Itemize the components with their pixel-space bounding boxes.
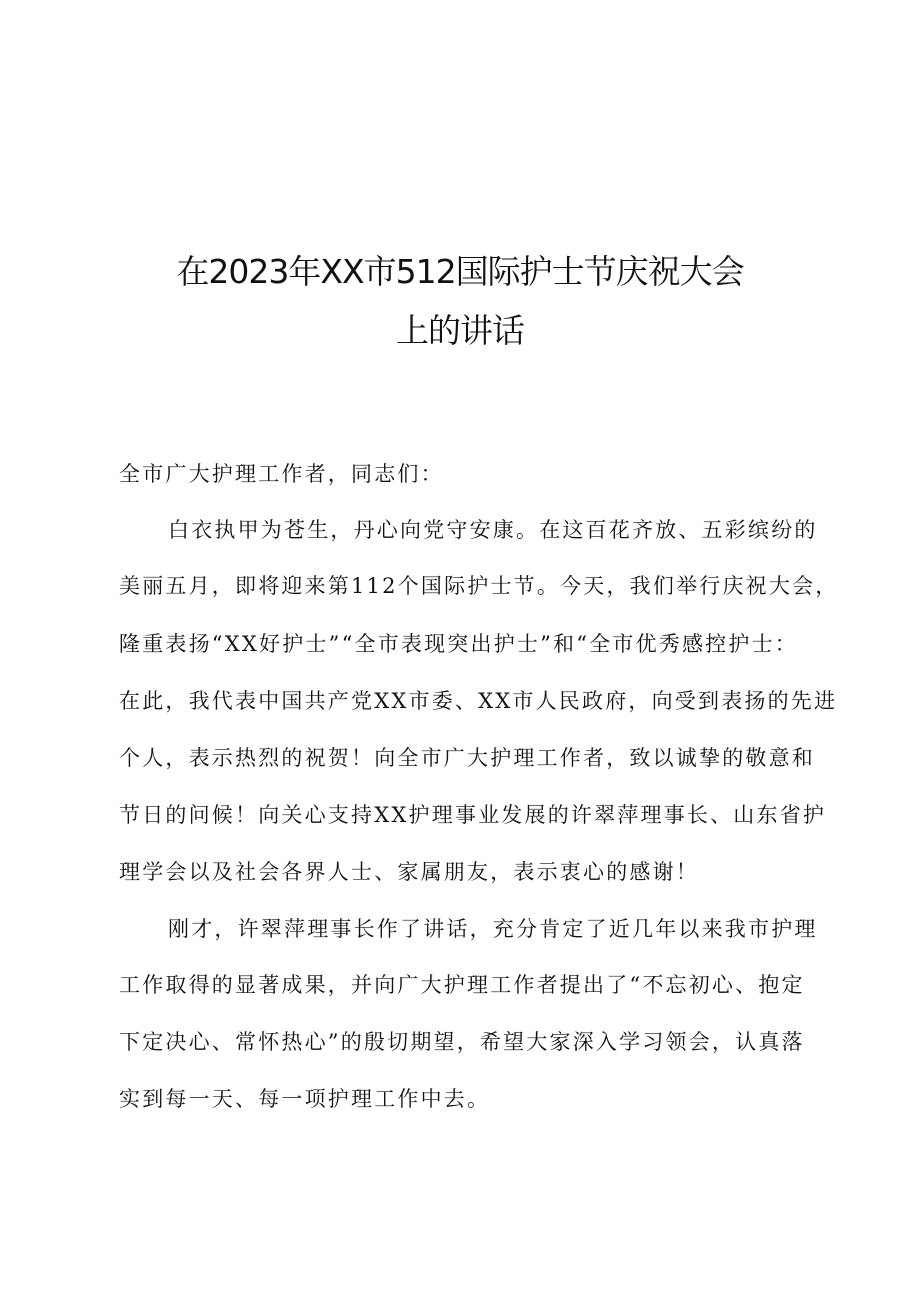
paragraph-line: 工作取得的显著成果，并向广大护理工作者提出了“不忘初心、抱定 [119, 973, 805, 997]
paragraph-line: 美丽五月，即将迎来第112个国际护士节。今天，我们举行庆祝大会， [119, 574, 839, 598]
paragraph-line: 节日的问候！向关心支持XX护理事业发展的许翠萍理事长、山东省护 [119, 803, 827, 827]
paragraph-line: 白衣执甲为苍生，丹心向党守安康。在这百花齐放、五彩缤纷的 [168, 518, 818, 542]
salutation: 全市广大护理工作者，同志们： [119, 462, 444, 486]
paragraph-line: 理学会以及社会各界人士、家属朋友，表示衷心的感谢！ [119, 860, 699, 884]
paragraph-line: 刚才，许翠萍理事长作了讲话，充分肯定了近几年以来我市护理 [168, 917, 818, 941]
paragraph-line: 实到每一天、每一项护理工作中去。 [119, 1087, 491, 1111]
paragraph-line: 在此，我代表中国共产党XX市委、XX市人民政府，向受到表扬的先进 [119, 689, 838, 713]
paragraph-line: 隆重表扬“XX好护士”“全市表现突出护士”和“全市优秀感控护士： [119, 632, 798, 656]
paragraph-line: 下定决心、常怀热心”的殷切期望，希望大家深入学习领会，认真落 [119, 1030, 805, 1054]
document-title-line-2: 上的讲话 [396, 311, 524, 350]
document-title-line-1: 在2023年XX市512国际护士节庆祝大会 [176, 252, 744, 291]
paragraph-line: 个人，表示热烈的祝贺！向全市广大护理工作者，致以诚挚的敬意和 [119, 746, 815, 770]
